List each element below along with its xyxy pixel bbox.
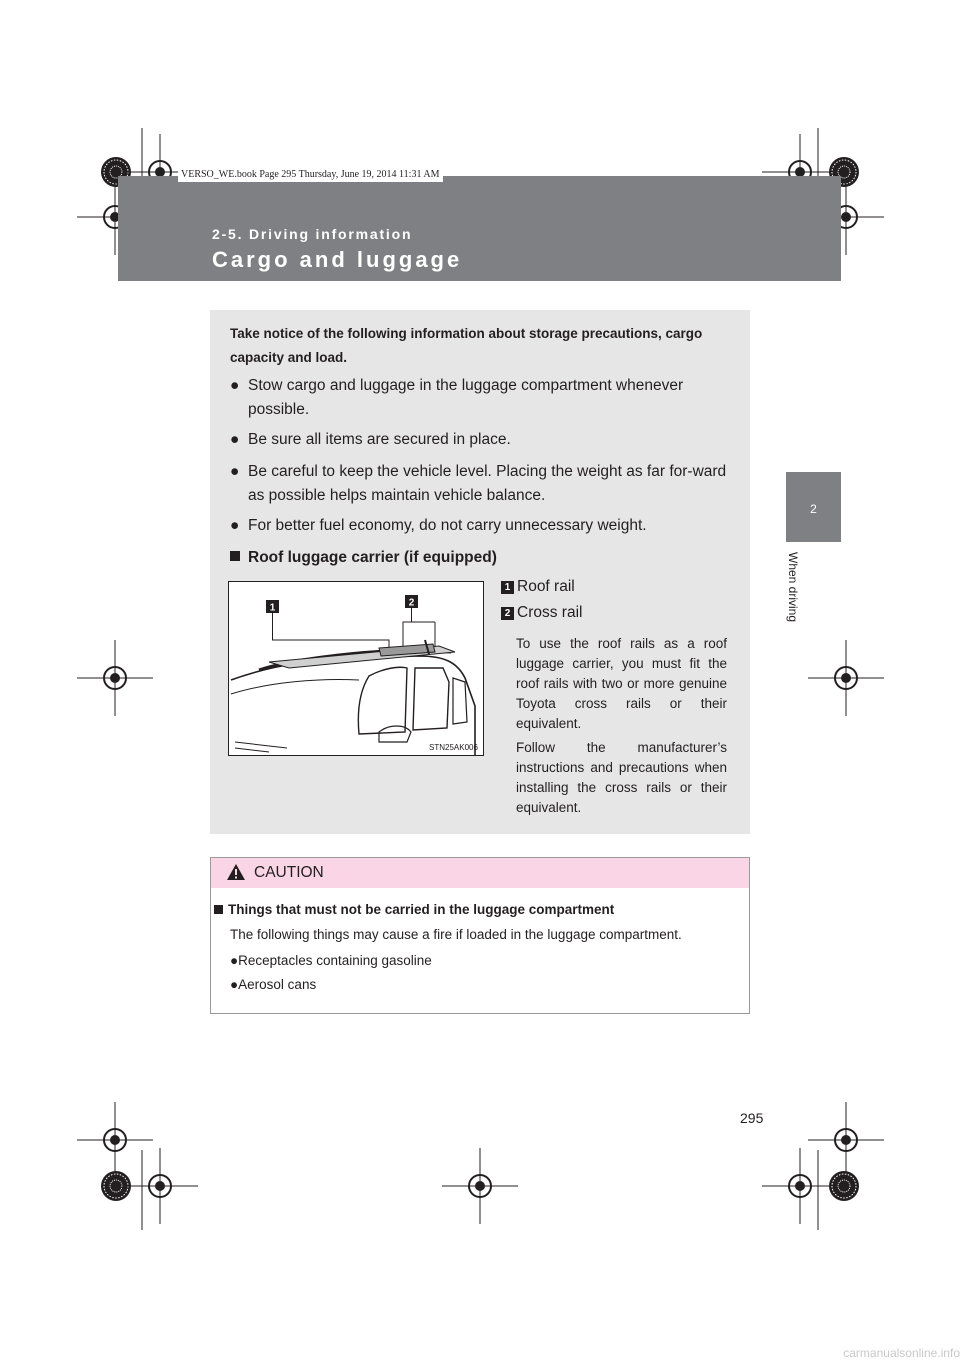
square-bullet-icon: [214, 905, 223, 914]
section-label: 2-5. Driving information: [212, 226, 413, 242]
caution-bullet: [230, 951, 432, 971]
chapter-label: When driving: [786, 552, 800, 623]
legend-label: Cross rail: [517, 604, 583, 621]
legend-number: 2: [501, 607, 514, 620]
caution-bullet-text: Aerosol cans: [238, 977, 317, 992]
legend-item: [501, 602, 582, 624]
bullet-text: Be careful to keep the vehicle level. Placing the weight as far for-ward as possible helps maintain vehicle balance.: [248, 463, 727, 504]
warning-triangle-icon: [226, 863, 246, 881]
caution-subheading-text: Things that must not be carried in the luggage compartment: [228, 902, 615, 917]
caution-subheading: [214, 900, 614, 920]
bullet-text: For better fuel economy, do not carry unnecessary weight.: [248, 517, 647, 534]
caution-label: CAUTION: [254, 864, 324, 881]
page-number: 295: [740, 1110, 764, 1126]
bullet-dot-icon: ●: [230, 953, 239, 968]
roof-rail-figure: [228, 581, 484, 756]
legend-label: Roof rail: [517, 578, 575, 595]
caution-bullet-text: Receptacles containing gasoline: [238, 953, 432, 968]
chapter-number: 2: [810, 502, 817, 516]
square-bullet-icon: [230, 551, 240, 561]
bullet-item: [230, 428, 730, 452]
book-info: VERSO_WE.book Page 295 Thursday, June 19, 2014 11:31 AM: [178, 168, 443, 182]
caution-text: The following things may cause a fire if loaded in the luggage compartment.: [230, 927, 682, 942]
subheading-text: Roof luggage carrier (if equipped): [248, 549, 497, 566]
chapter-label-wrap: [782, 552, 802, 642]
figure-code: STN25AK006: [429, 743, 478, 752]
bullet-item: [230, 460, 730, 508]
page-title: Cargo and luggage: [212, 247, 463, 272]
bullet-text: Be sure all items are secured in place.: [248, 431, 511, 448]
subheading: [230, 546, 497, 570]
legend-number: 1: [501, 581, 514, 594]
bullet-dot-icon: ●: [230, 517, 240, 534]
note-paragraph: Follow the manufacturer’s instructions and precautions when installing the cross rails or their equivalent.: [516, 740, 727, 815]
bullet-dot-icon: ●: [230, 431, 240, 448]
bullet-dot-icon: ●: [230, 463, 240, 480]
car-roof-illustration: [229, 582, 483, 755]
bullet-item: [230, 374, 730, 422]
callout-2: 2: [408, 597, 415, 609]
watermark: carmanualsonline.info: [843, 1346, 960, 1360]
callout-1: 1: [269, 602, 276, 614]
bullet-dot-icon: ●: [230, 377, 240, 394]
bullet-text: Stow cargo and luggage in the luggage compartment whenever possible.: [248, 377, 684, 418]
caution-bullet: [230, 975, 316, 995]
bullet-item: [230, 514, 730, 538]
intro-text: Take notice of the following information about storage precautions, cargo capacity and load.: [230, 326, 703, 365]
note-paragraph: To use the roof rails as a roof luggage carrier, you must fit the roof rails with two or more genuine Toyota cross rails or their equivalent.: [516, 636, 727, 731]
bullet-dot-icon: ●: [230, 977, 239, 992]
legend-item: [501, 576, 575, 598]
